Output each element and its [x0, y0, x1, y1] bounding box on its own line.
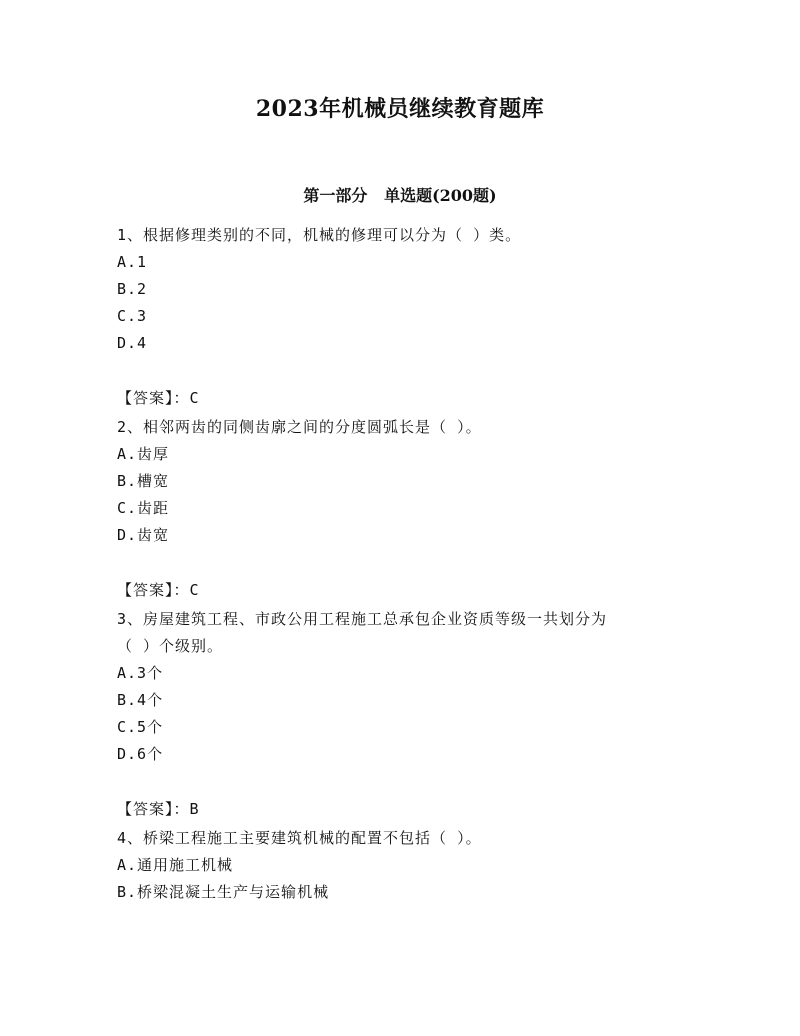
option-c: C.5个 — [117, 718, 164, 736]
question-text: 3、房屋建筑工程、市政公用工程施工总承包企业资质等级一共划分为 — [117, 610, 608, 628]
question-text: 1、根据修理类别的不同，机械的修理可以分为（ ）类。 — [117, 226, 522, 244]
option-d: D.4 — [117, 334, 148, 352]
option-a: A.1 — [117, 253, 148, 271]
document-title: 2023年机械员继续教育题库 — [255, 96, 545, 122]
option-b: B.4个 — [117, 691, 164, 709]
question-list — [117, 222, 717, 906]
question-text: 2、相邻两齿的同侧齿廓之间的分度圆弧长是（ ）。 — [117, 418, 482, 436]
option-a: A.通用施工机械 — [117, 856, 234, 874]
question-item — [117, 825, 717, 906]
section-title: 第一部分 单选题(200题) — [303, 186, 497, 205]
question-text-continued: （ ）个级别。 — [117, 637, 224, 655]
answer-text: 【答案】：B — [117, 800, 200, 818]
option-a: A.3个 — [117, 664, 164, 682]
option-b: B.桥梁混凝土生产与运输机械 — [117, 883, 330, 901]
option-c: C.3 — [117, 307, 148, 325]
answer-text: 【答案】：C — [117, 389, 200, 407]
question-item — [117, 222, 717, 412]
option-b: B.2 — [117, 280, 148, 298]
question-item — [117, 606, 717, 823]
question-text: 4、桥梁工程施工主要建筑机械的配置不包括（ ）。 — [117, 829, 482, 847]
option-b: B.槽宽 — [117, 472, 170, 490]
option-c: C.齿距 — [117, 499, 170, 517]
option-d: D.6个 — [117, 745, 164, 763]
answer-text: 【答案】：C — [117, 581, 200, 599]
question-item — [117, 414, 717, 604]
option-a: A.齿厚 — [117, 445, 170, 463]
option-d: D.齿宽 — [117, 526, 170, 544]
